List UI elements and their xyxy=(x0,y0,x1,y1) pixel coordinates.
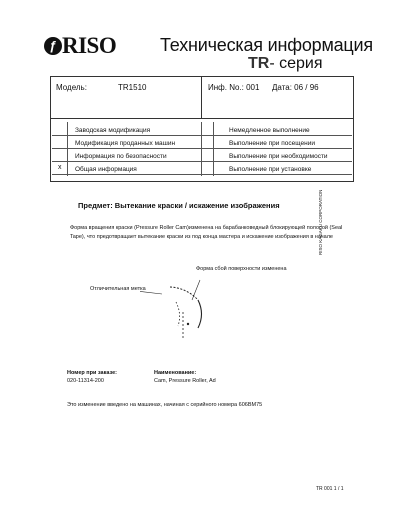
serial-number-note: Это изменение введено на машинах, начиная с серийного номера 606BM75 xyxy=(67,402,263,408)
action-when-needed: Выполнение при необходимости xyxy=(229,153,328,160)
row-divider xyxy=(52,135,352,136)
category-safety-info: Информация по безопасности xyxy=(75,153,167,160)
cam-inner-curve xyxy=(176,302,180,326)
side-company-text: RISO KAGAKU CORPORATION xyxy=(318,189,323,255)
series-subtitle xyxy=(248,55,323,73)
row-divider xyxy=(52,161,352,162)
pressure-roller-cam-diagram xyxy=(140,262,250,362)
cam-pivot-point xyxy=(187,323,189,325)
part-name-value: Cam, Pressure Roller, Ad xyxy=(154,378,216,384)
action-on-visit: Выполнение при посещении xyxy=(229,140,315,147)
description-paragraph: Форма вращения краски (Pressure Roller Cam)изменена на барабанковедный блокирующей полосой (Seal Tape), что предотвращает вытекание краски из под конца мастера и искажение изображения в начале xyxy=(70,225,343,240)
cam-right-edge xyxy=(198,300,202,328)
order-number-label: Номер при заказе: xyxy=(67,370,118,376)
action-immediate: Немедленное выполнение xyxy=(229,127,310,134)
checkbox-column-line xyxy=(67,122,68,176)
riso-logo-icon: ƒ xyxy=(44,37,62,55)
subject-line: Предмет: Вытекание краски / искажение изображения xyxy=(78,201,280,210)
category-factory-modification: Заводская модификация xyxy=(75,127,151,134)
riso-logo-text: RISO xyxy=(62,33,117,58)
category-general-info: Общая информация xyxy=(75,166,137,173)
table-divider xyxy=(50,118,354,119)
page-footer: TR 001 1 / 1 xyxy=(316,486,344,492)
row-divider xyxy=(52,148,352,149)
header-divider xyxy=(201,76,202,118)
page-title: Техническая информация xyxy=(160,35,373,55)
model-value: TR1510 xyxy=(118,83,147,92)
order-number-value: 020-11314-200 xyxy=(67,378,104,384)
middle-column-line xyxy=(201,122,202,176)
action-on-install: Выполнение при установке xyxy=(229,166,312,173)
cam-outer-arc xyxy=(170,287,198,300)
row-divider xyxy=(52,174,352,175)
general-info-checkmark: x xyxy=(58,164,62,171)
issue-date: Дата: 06 / 96 xyxy=(272,83,319,92)
model-label: Модель: xyxy=(56,83,87,92)
info-number: Инф. No.: 001 xyxy=(208,83,260,92)
part-name-label: Наименование: xyxy=(154,370,197,376)
series-prefix: TR xyxy=(248,55,270,72)
series-suffix: - серия xyxy=(269,55,323,72)
surface-leader-line xyxy=(192,280,200,300)
mark-label: Отличительная метка xyxy=(90,286,146,292)
right-checkbox-column-line xyxy=(213,122,214,176)
surface-label: Форма сбой поверхности изменена xyxy=(196,266,287,272)
category-sold-machines: Модификация проданных машин xyxy=(75,140,176,147)
